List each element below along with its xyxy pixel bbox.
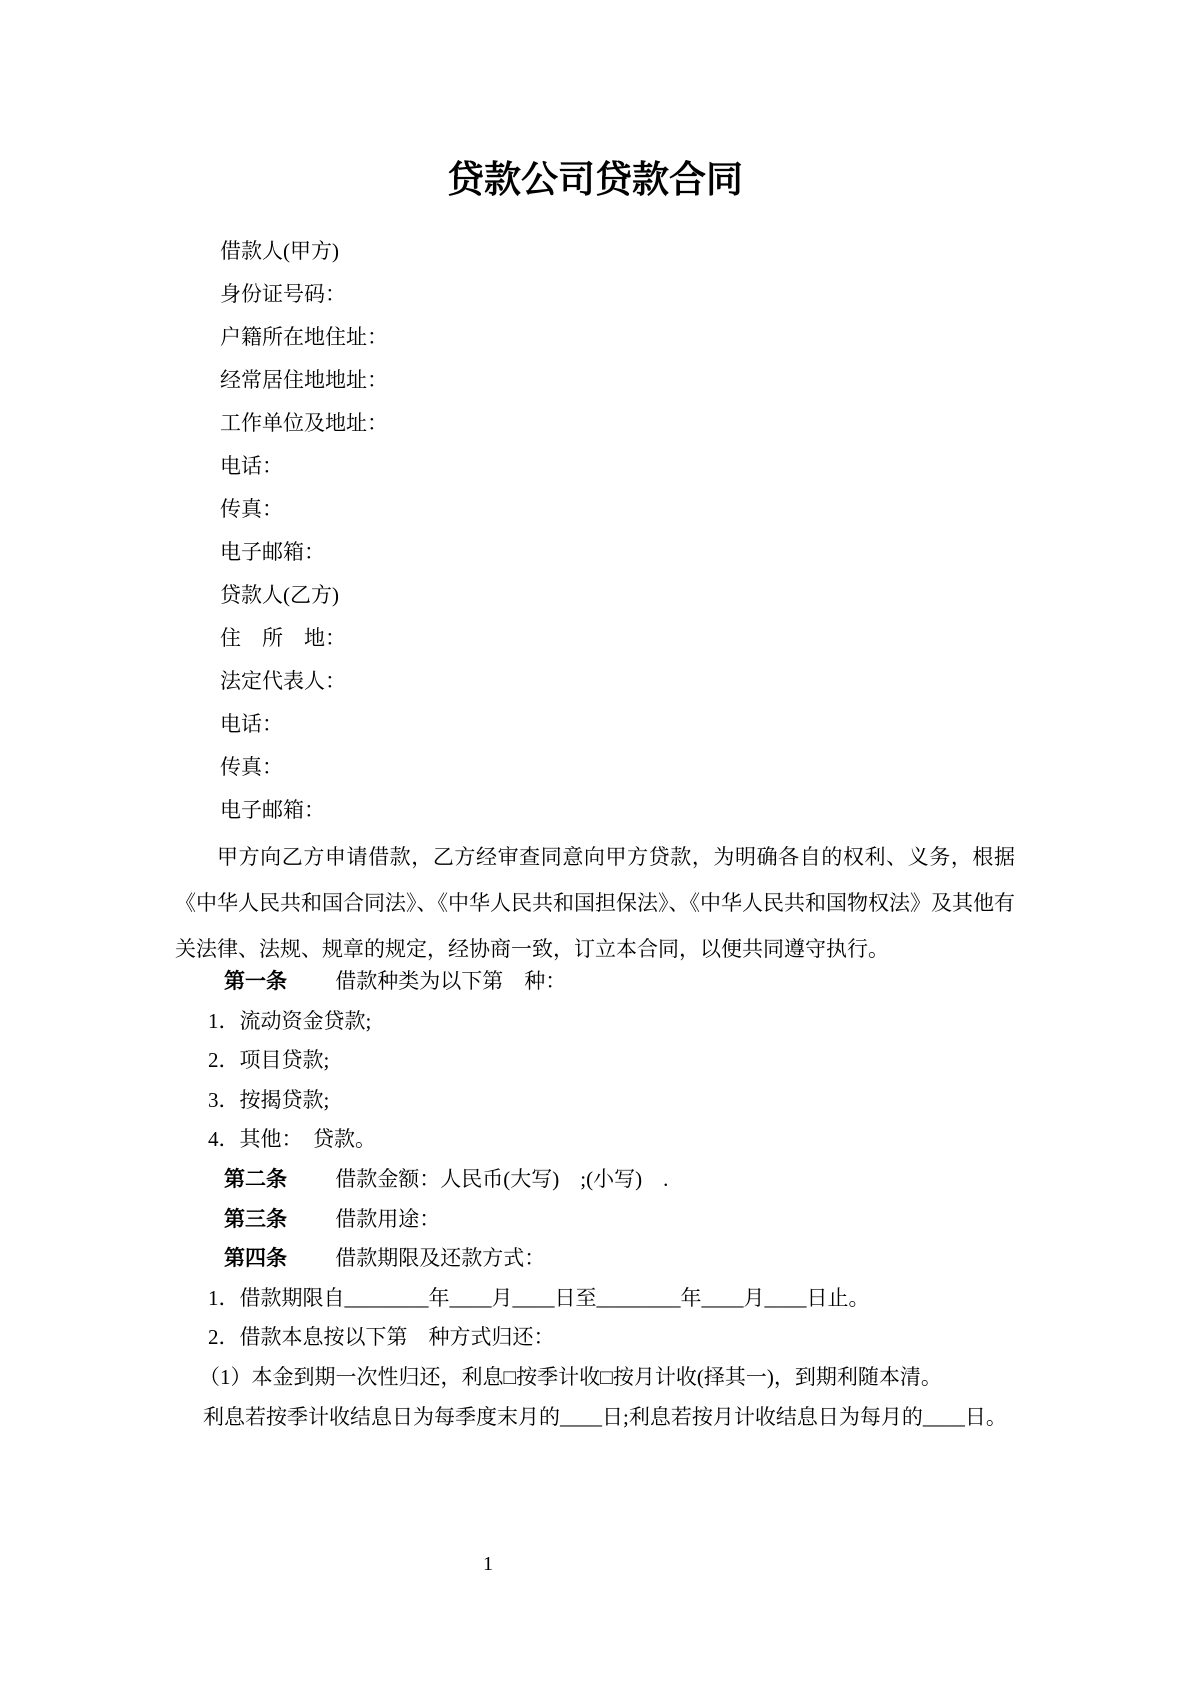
field-lender-label: 贷款人(乙方) (220, 583, 339, 607)
clause-1-item-1: 1．流动资金贷款; (208, 1008, 372, 1033)
field-lender-phone-label: 电话： (220, 712, 283, 736)
clause-3-text: 借款用途： (335, 1206, 441, 1231)
party-info-fields (175, 230, 1015, 832)
clause-2 (175, 1160, 1015, 1200)
contract-clauses (175, 962, 1015, 1437)
field-id-number-label: 身份证号码： (220, 282, 346, 306)
clause-4-item-2: 2．借款本息按以下第 种方式归还： (208, 1325, 555, 1350)
clause-3 (175, 1200, 1015, 1240)
clause-4-interest-note: 利息若按季计收结息日为每季度末月的____日;利息若按月计收结息日为每月的____日。 (203, 1404, 1007, 1429)
clause-4-number: 第四条 (224, 1247, 287, 1271)
clause-1-item-2: 2．项目贷款; (208, 1048, 330, 1073)
clause-1-item-4: 4．其他： 贷款。 (208, 1127, 376, 1152)
field-borrower-fax-label: 传真： (220, 497, 283, 521)
clause-1-text: 借款种类为以下第 种： (335, 969, 567, 993)
page-number: 1 (483, 1553, 493, 1575)
clause-3-number: 第三条 (224, 1207, 287, 1231)
clause-4-text: 借款期限及还款方式： (335, 1246, 546, 1271)
field-legal-representative-label: 法定代表人： (220, 669, 346, 693)
clause-1-item-3: 3．按揭贷款; (208, 1087, 330, 1112)
clause-2-text: 借款金额：人民币(大写) ;(小写) . (335, 1166, 669, 1191)
document-title: 贷款公司贷款合同 (447, 159, 743, 200)
field-borrower-phone-label: 电话： (220, 454, 283, 478)
clause-4 (175, 1239, 1015, 1279)
field-residence-address-label: 经常居住地地址： (220, 368, 388, 392)
field-lender-fax-label: 传真： (220, 755, 283, 779)
clause-4-subitem-1: （1）本金到期一次性归还，利息□按季计收□按月计收(择其一)，到期利随本清。 (199, 1364, 942, 1389)
clause-4-item-1: 1．借款期限自________年____月____日至________年____月____日止。 (208, 1285, 870, 1310)
clause-1-number: 第一条 (224, 970, 287, 993)
field-lender-address-label: 住 所 地： (220, 626, 346, 650)
field-registered-address-label: 户籍所在地住址： (220, 325, 388, 349)
field-borrower-label: 借款人(甲方) (220, 239, 339, 263)
field-employer-address-label: 工作单位及地址： (220, 411, 388, 435)
clause-2-number: 第二条 (224, 1167, 287, 1191)
field-lender-email-label: 电子邮箱： (220, 798, 325, 822)
intro-paragraph: 甲方向乙方申请借款，乙方经审查同意向甲方贷款，为明确各自的权利、义务，根据《中华人民共和国合同法》、《中华人民共和国担保法》、《中华人民共和国物权法》及其他有关法律、法规、规章的规定，经协商一致，订立本合同，以便共同遵守执行。 (175, 845, 1015, 961)
field-borrower-email-label: 电子邮箱： (220, 540, 325, 564)
